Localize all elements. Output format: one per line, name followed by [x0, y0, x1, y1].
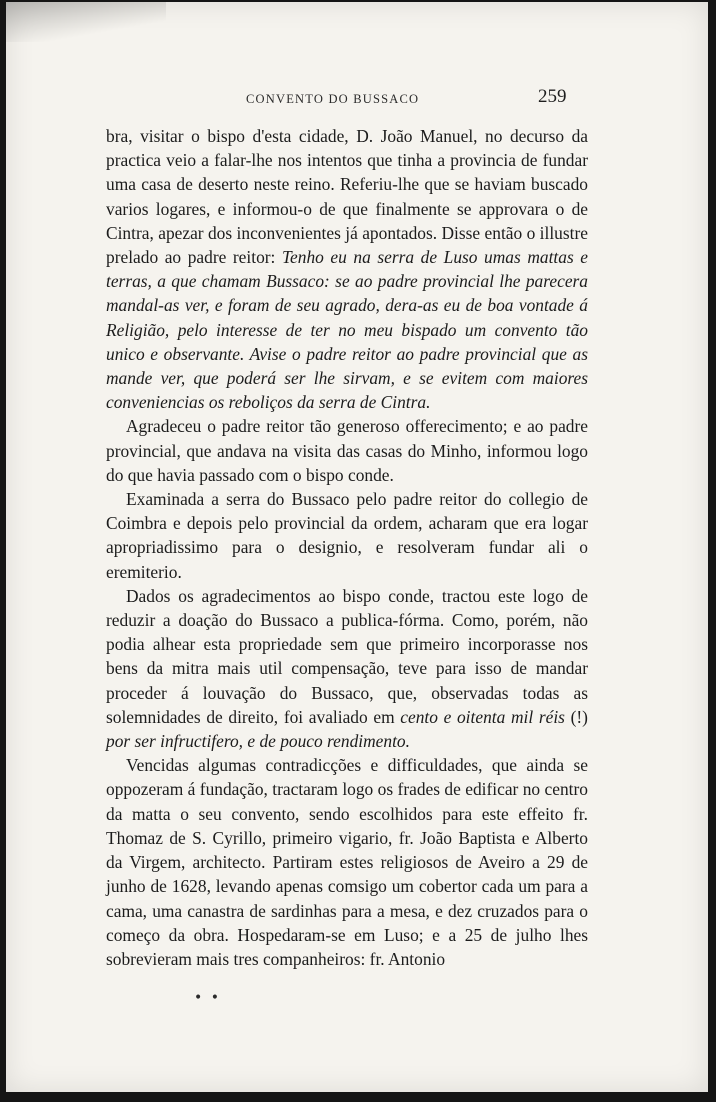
text-run: bra, visitar o bispo d'esta cidade, D. João Manuel, no decurso da practica veio a falar-lhe nos intentos que tinha a provincia de fundar uma casa de deserto neste reino. Referiu-lhe que se haviam buscado varios logares, e informou-o de que finalmente se approvara o de Cintra, apezar dos inconvenientes já apontados. Disse então o illustre prelado ao padre reitor:: [106, 126, 588, 268]
text-run: Dados os agradecimentos ao bispo conde, tractou este logo de reduzir a doação do Bussaco a publica-fórma. Como, porém, não podia alhear esta propriedade sem que primeiro incorporasse nos bens da mitra mais util compensação, teve para isso de mandar proceder á louvação do Bussaco, que, observadas todas as solemnidades de direito, foi avaliado em: [106, 585, 588, 727]
paragraph: [106, 487, 588, 584]
italic-phrase: cento e oitenta mil réis: [400, 706, 565, 727]
text-run: (!): [564, 706, 588, 727]
page-header: [6, 86, 708, 116]
text-run: Agradeceu o padre reitor tão generoso offerecimento; e ao padre provincial, que andava na visita das casas do Minho, informou logo do que havia passado com o bispo conde.: [106, 416, 588, 485]
paragraph: [106, 124, 588, 414]
text-run: Examinada a serra do Bussaco pelo padre reitor do collegio de Coimbra e depois pelo provincial da ordem, acharam que era logar apropriadissimo para o designio, e resolveram fundar ali o eremiterio.: [106, 489, 588, 582]
paragraph: [106, 584, 588, 753]
paragraph: [106, 753, 588, 971]
body-text: [106, 124, 588, 971]
italic-quote: Tenho eu na serra de Luso umas mattas e terras, a que chamam Bussaco: se ao padre provincial lhe parecera mandal-as ver, e foram de seu agrado, dera-as eu de boa vontade á Religião, pelo interesse de ter no meu bispado um convento tão unico e observante. Avise o padre reitor ao padre provincial que as mande ver, que poderá ser lhe sirvam, e se evitem com maiores conveniencias os reboliços da serra de Cintra.: [106, 247, 589, 413]
page-number: 259: [538, 86, 567, 107]
text-run: Vencidas algumas contradicções e difficuldades, que ainda se oppozeram á fundação, tractaram logo os frades de edificar no centro da matta o seu convento, sendo escolhidos para este effeito fr. Thomaz de S. Cyrillo, primeiro vigario, fr. João Baptista e Alberto da Virgem, architecto. Partiram estes religiosos de Aveiro a 29 de junho de 1628, levando apenas comsigo um cobertor cada um para a cama, uma canastra de sardinhas para a mesa, e dez cruzados para o começo da obra. Hospedaram-se em Luso; e a 25 de julho lhes sobrevieram mais tres companheiros: fr. Antonio: [106, 755, 588, 969]
signature-mark: • •: [194, 990, 221, 1006]
italic-phrase: por ser infructifero, e de pouco rendimento.: [106, 731, 410, 752]
running-head: CONVENTO DO BUSSACO: [246, 92, 420, 106]
scan-smudge: [6, 2, 166, 42]
book-page: [6, 2, 708, 1092]
paragraph: [106, 414, 588, 487]
